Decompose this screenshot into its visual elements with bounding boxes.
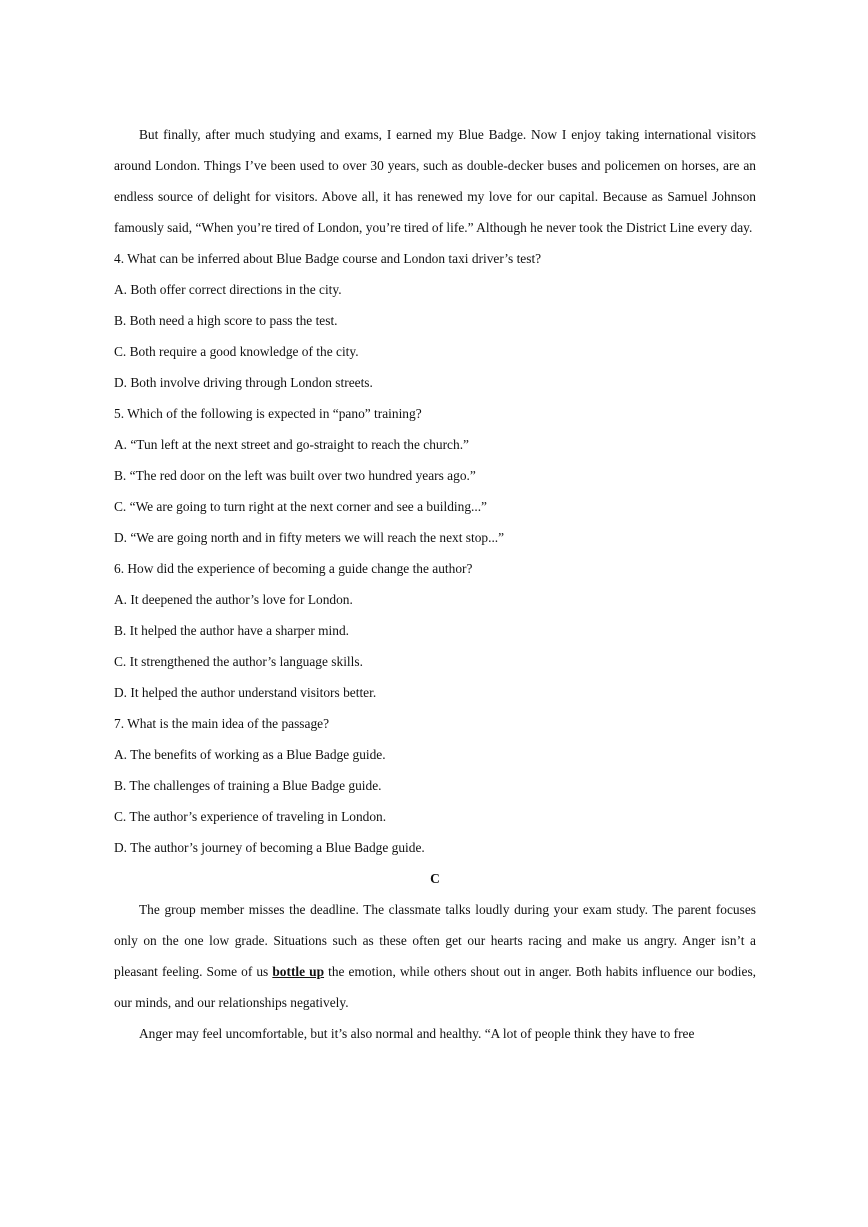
option-b: B. “The red door on the left was built over two hundred years ago.” — [114, 468, 476, 483]
section-heading: C — [430, 871, 440, 886]
option-d: D. It helped the author understand visitors better. — [114, 685, 377, 700]
option-a: A. The benefits of working as a Blue Badge guide. — [114, 747, 386, 762]
question-4 — [114, 243, 756, 398]
question-6 — [114, 553, 756, 708]
option-d: D. Both involve driving through London streets. — [114, 375, 373, 390]
passage-c-paragraph-1 — [114, 894, 756, 1018]
option-a: A. “Tun left at the next street and go-straight to reach the church.” — [114, 437, 469, 452]
option-c: C. “We are going to turn right at the next corner and see a building...” — [114, 499, 487, 514]
option-b: B. It helped the author have a sharper mind. — [114, 623, 350, 638]
option-d: D. “We are going north and in fifty meters we will reach the next stop...” — [114, 530, 505, 545]
option-b: B. The challenges of training a Blue Badge guide. — [114, 778, 382, 793]
option-c: C. It strengthened the author’s language skills. — [114, 654, 363, 669]
paragraph-text-after: the emotion, while others shout out in anger. Both habits influence our bodies, our minds, and our relationships negatively. — [114, 964, 756, 1010]
paragraph-text-before: The group member misses the deadline. The classmate talks loudly during your exam study. The parent focuses only on the one low grade. Situations such as these often get our hearts racing and make us angry. Anger isn’t a pleasant feeling. Some of us — [114, 902, 756, 979]
emphasized-phrase: bottle up — [272, 964, 325, 979]
option-a: A. It deepened the author’s love for London. — [114, 592, 353, 607]
document-content — [114, 119, 756, 1049]
question-stem: 5. Which of the following is expected in “pano” training? — [114, 406, 422, 421]
question-stem: 7. What is the main idea of the passage? — [114, 716, 330, 731]
question-7 — [114, 708, 756, 863]
option-d: D. The author’s journey of becoming a Blue Badge guide. — [114, 840, 425, 855]
option-c: C. The author’s experience of traveling in London. — [114, 809, 387, 824]
option-c: C. Both require a good knowledge of the city. — [114, 344, 359, 359]
question-stem: 4. What can be inferred about Blue Badge course and London taxi driver’s test? — [114, 251, 542, 266]
passage-paragraph: But finally, after much studying and exams, I earned my Blue Badge. Now I enjoy taking international visitors around London. Things I’ve been used to over 30 years, such as double-decker buses and policemen on horses, are an endless source of delight for visitors. Above all, it has renewed my love for our capital. Because as Samuel Johnson famously said, “When you’re tired of London, you’re tired of life.” Although he never took the District Line every day. — [114, 127, 756, 235]
option-b: B. Both need a high score to pass the test. — [114, 313, 338, 328]
question-5 — [114, 398, 756, 553]
question-stem: 6. How did the experience of becoming a guide change the author? — [114, 561, 473, 576]
option-a: A. Both offer correct directions in the city. — [114, 282, 342, 297]
passage-c-paragraph-2: Anger may feel uncomfortable, but it’s also normal and healthy. “A lot of people think they have to free — [139, 1026, 695, 1041]
